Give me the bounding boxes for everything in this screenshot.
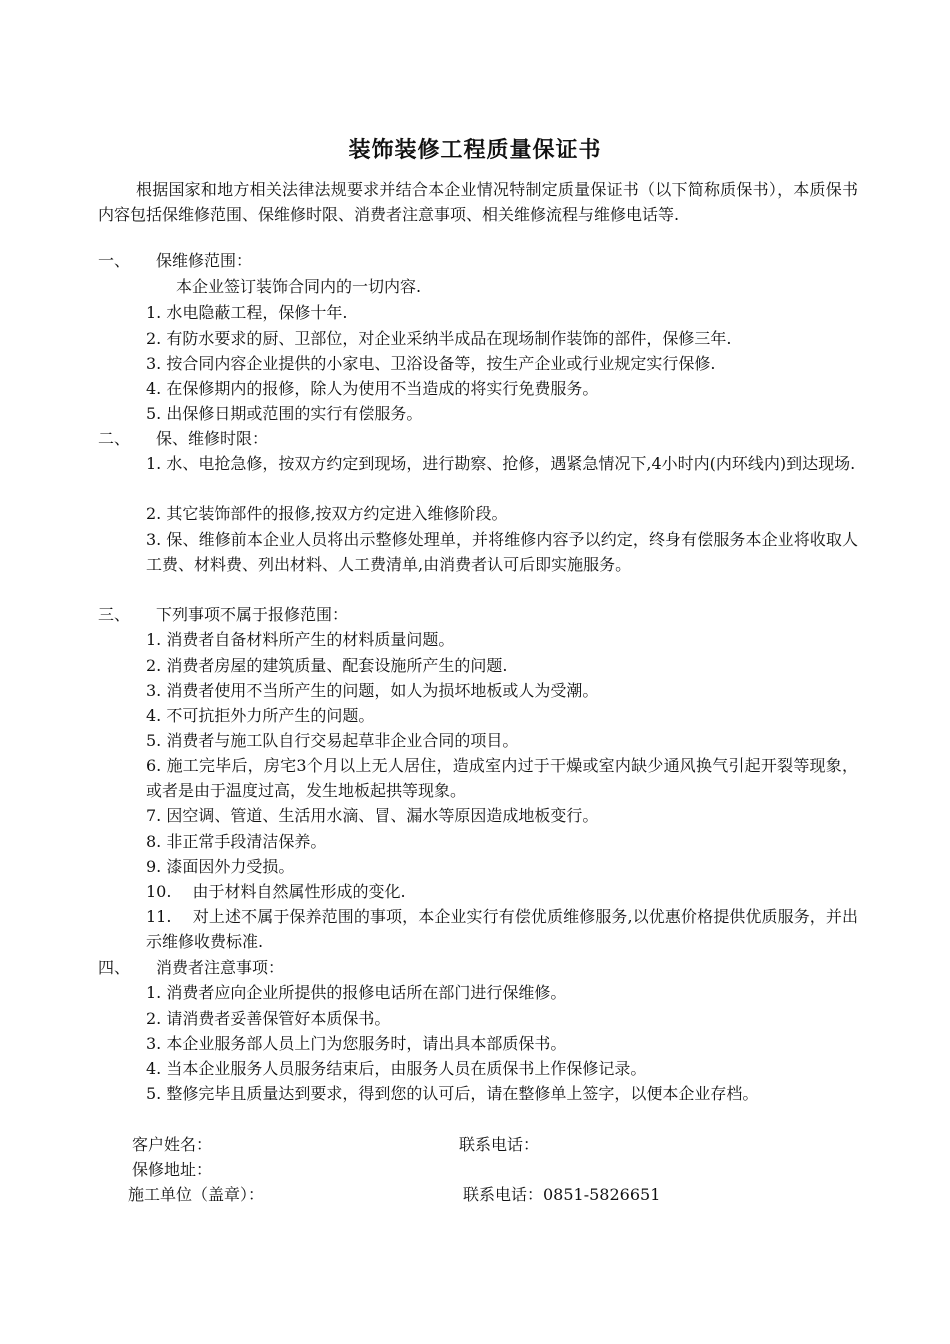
list-item: 3. 按合同内容企业提供的小家电、卫浴设备等，按生产企业或行业规定实行保修.: [146, 354, 716, 373]
section-title: 下列事项不属于报修范围：: [156, 605, 349, 624]
contractor-label: 施工单位（盖章）：: [128, 1185, 265, 1204]
section-number: 三、: [98, 605, 131, 624]
list-item: 4. 当本企业服务人员服务结束后，由服务人员在质保书上作保修记录。: [146, 1059, 647, 1078]
list-item: 11. 对上述不属于保养范围的事项，本企业实行有偿优质维修服务,以优惠价格提供优质服务，并出示维修收费标准.: [146, 907, 858, 951]
section-title: 保维修范围：: [156, 251, 253, 270]
list-item: 5. 整修完毕且质量达到要求，得到您的认可后，请在整修单上签字，以便本企业存档。: [146, 1084, 759, 1103]
section-heading-4: [98, 955, 284, 980]
contractor-phone: 联系电话：0851-5826651: [463, 1185, 661, 1204]
section-heading-3: [98, 602, 348, 627]
list-item: 1. 水电隐蔽工程，保修十年.: [146, 303, 348, 322]
list-item: 2. 有防水要求的厨、卫部位，对企业采纳半成品在现场制作装饰的部件，保修三年.: [146, 329, 732, 348]
list-item: 5. 消费者与施工队自行交易起草非企业合同的项目。: [146, 731, 519, 750]
list-item: 2. 消费者房屋的建筑质量、配套设施所产生的问题.: [146, 656, 508, 675]
list-item: 2. 请消费者妥善保管好本质保书。: [146, 1009, 391, 1028]
list-item: 4. 在保修期内的报修，除人为使用不当造成的将实行免费服务。: [146, 379, 599, 398]
customer-name-label: 客户姓名：: [132, 1135, 213, 1154]
section-heading-2: [98, 426, 268, 451]
section-number: 四、: [98, 958, 131, 977]
list-item: 8. 非正常手段清洁保养。: [146, 832, 327, 851]
section-heading-1: [98, 248, 252, 273]
list-item: 9. 漆面因外力受损。: [146, 857, 295, 876]
list-item: 5. 出保修日期或范围的实行有偿服务。: [146, 404, 423, 423]
list-item: 1. 消费者应向企业所提供的报修电话所在部门进行保维修。: [146, 983, 567, 1002]
list-item: 10. 由于材料自然属性形成的变化.: [146, 882, 406, 901]
section-number: 二、: [98, 429, 131, 448]
document-title: 装饰装修工程质量保证书: [348, 138, 602, 163]
section-title: 消费者注意事项：: [156, 958, 285, 977]
list-item: 3. 保、维修前本企业人员将出示整修处理单，并将维修内容予以约定，终身有偿服务本企业将收取人工费、材料费、列出材料、人工费清单,由消费者认可后即实施服务。: [146, 530, 858, 574]
list-item: 1. 消费者自备材料所产生的材料质量问题。: [146, 630, 455, 649]
section-lead: 本企业签订装饰合同内的一切内容.: [176, 277, 422, 296]
list-item: 3. 消费者使用不当所产生的问题，如人为损坏地板或人为受潮。: [146, 681, 599, 700]
list-item: 2. 其它装饰部件的报修,按双方约定进入维修阶段。: [146, 504, 508, 523]
list-item: 1. 水、电抢急修，按双方约定到现场，进行勘察、抢修，遇紧急情况下,4小时内(内环线内)到达现场.: [146, 454, 856, 473]
section-title: 保、维修时限：: [156, 429, 269, 448]
repair-address-label: 保修地址：: [132, 1160, 213, 1179]
contact-phone-label: 联系电话：: [459, 1135, 540, 1154]
intro-paragraph: 根据国家和地方相关法律法规要求并结合本企业情况特制定质量保证书（以下简称质保书），本质保书内容包括保维修范围、保维修时限、消费者注意事项、相关维修流程与维修电话等.: [98, 180, 858, 224]
list-item: 3. 本企业服务部人员上门为您服务时，请出具本部质保书。: [146, 1034, 567, 1053]
list-item: 4. 不可抗拒外力所产生的问题。: [146, 706, 375, 725]
list-item: 7. 因空调、管道、生活用水滴、冒、漏水等原因造成地板变行。: [146, 806, 599, 825]
list-item: 6. 施工完毕后，房宅3个月以上无人居住，造成室内过于干燥或室内缺少通风换气引起开裂等现象，或者是由于温度过高，发生地板起拱等现象。: [146, 756, 858, 800]
section-number: 一、: [98, 251, 131, 270]
